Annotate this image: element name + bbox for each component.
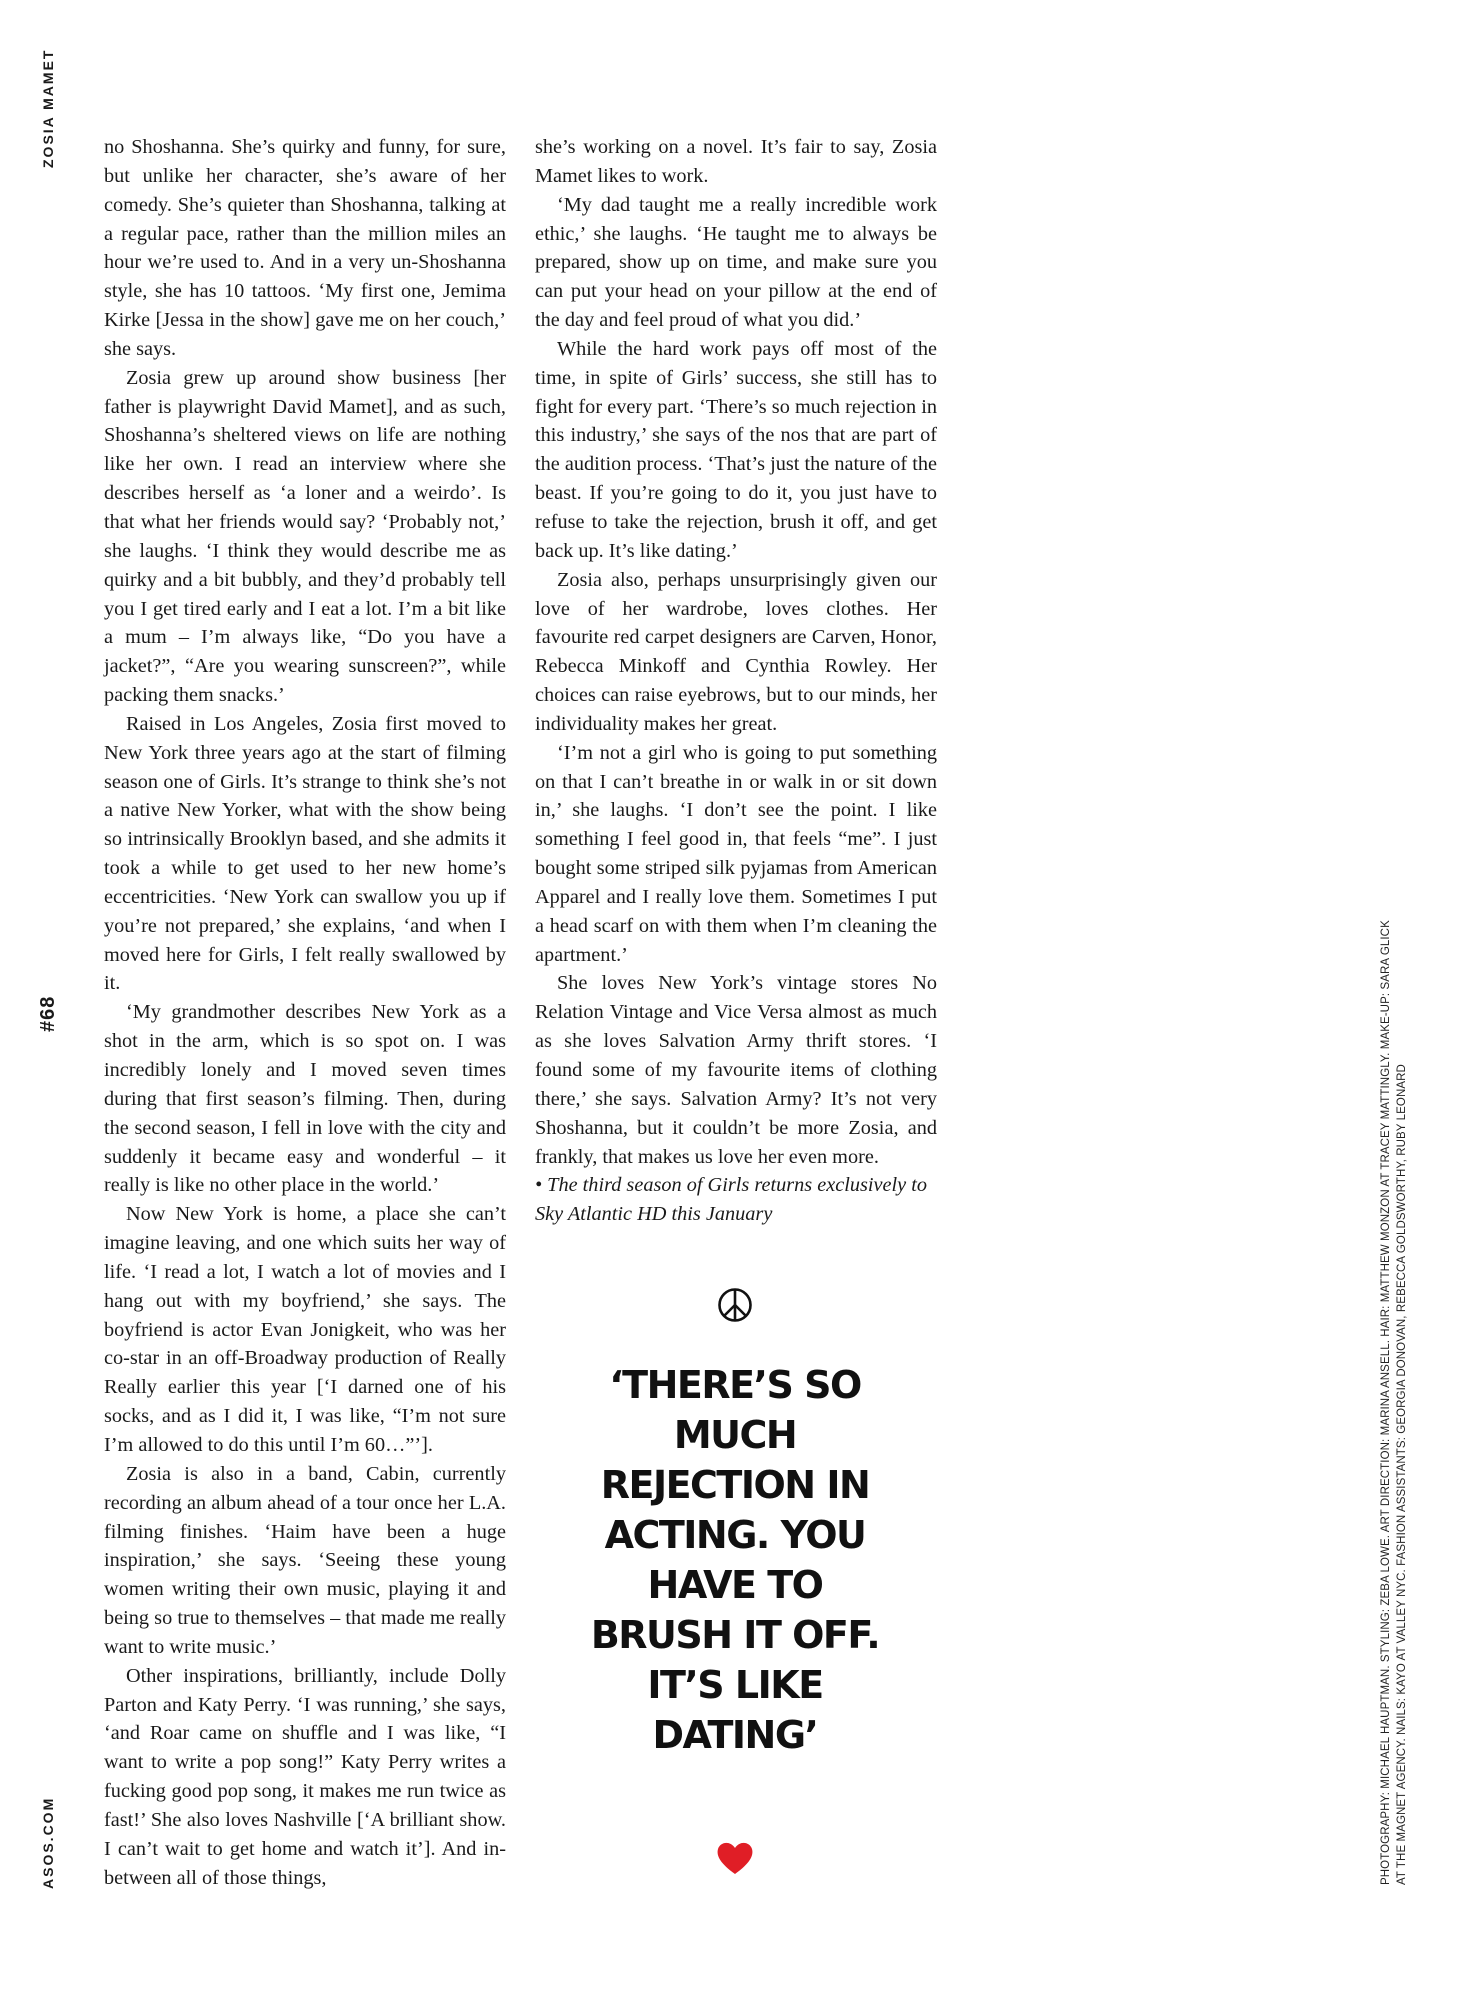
paragraph: Now New York is home, a place she can’t imagine leaving, and one which suits her way of life. ‘I read a lot, I watch a lot of movies and I hang out with my boyfriend,’ she says. The boyfriend is actor Evan Jonigkeit, who was her co-star in an off-Broadway production of Really Really earlier this year [‘I darned one of his socks, and as I did it, I was like, “I’m not sure I’m allowed to do this until I’m 60…”’]. (104, 1203, 506, 1456)
paragraph: ‘I’m not a girl who is going to put something on that I can’t breathe in or walk in or sit down in,’ she laughs. ‘I don’t see the point. I like something I feel good in, that feels “me”. I just bought some striped silk pyjamas from American Apparel and I really love them. Sometimes I put a head scarf on with them when I’m cleaning the apartment.’ (535, 741, 937, 966)
paragraph: ‘My grandmother describes New York as a shot in the arm, which is so spot on. I was incredibly lonely and I moved seven times during that first season’s filming. Then, during the second season, I fell in love with the city and suddenly it became easy and wonderful – it really is like no other place in the world.’ (104, 1001, 506, 1197)
section-label: ZOSIA MAMET (40, 48, 56, 168)
paragraph: Other inspirations, brilliantly, include Dolly Parton and Katy Perry. ‘I was running,’ she says, ‘and Roar came on shuffle and I was like, “I want to write a pop song!” Katy Perry writes a fucking good pop song, it makes me run twice as fast!’ She also loves Nashville [‘A brilliant show. I can’t wait to get home and watch it’]. And in-between all of those things, (104, 1664, 506, 1889)
paragraph: ‘My dad taught me a really incredible work ethic,’ she laughs. ‘He taught me to always be prepared, show up on time, and make sure you can put your head on your pillow at the end of the day and feel proud of what you did.’ (535, 193, 937, 332)
paragraph: While the hard work pays off most of the time, in spite of Girls’ success, she still has to fight for every part. ‘There’s so much rejection in this industry,’ she says of the nos that are part of the audition process. ‘That’s just the nature of the beast. If you’re going to do it, you just have to refuse to take the rejection, brush it off, and get back up. It’s like dating.’ (535, 337, 937, 562)
heart-icon (715, 1840, 755, 1876)
site-label: ASOS.COM (40, 1796, 56, 1889)
peace-icon (717, 1287, 753, 1323)
paragraph: Raised in Los Angeles, Zosia first moved to New York three years ago at the start of filming season one of Girls. It’s strange to think she’s not a native New Yorker, what with the show being so intrinsically Brooklyn based, and she admits it took a while to get used to her new home’s eccentricities. ‘New York can swallow you up if you’re not prepared,’ she explains, ‘and when I moved here for Girls, I felt really swallowed by it. (104, 712, 506, 995)
paragraph: Zosia also, perhaps unsurprisingly given our love of her wardrobe, loves clothes. Her favourite red carpet designers are Carven, Honor, Rebecca Minkoff and Cynthia Rowley. Her choices can raise eyebrows, but to our minds, her individuality makes her great. (535, 568, 937, 735)
pull-quote: ‘THERE’S SO MUCH REJECTION IN ACTING. YOU HAVE TO BRUSH IT OFF. IT’S LIKE DATING’ (590, 1363, 880, 1757)
footnote: • The third season of Girls returns exclusively to Sky Atlantic HD this January (535, 1174, 928, 1226)
paragraph: no Shoshanna. She’s quirky and funny, for sure, but unlike her character, she’s aware of her comedy. She’s quieter than Shoshanna, talking at a regular pace, rather than the million miles an hour we’re used to. And in a very un-Shoshanna style, she has 10 tattoos. ‘My first one, Jemima Kirke [Jessa in the show] gave me on her couch,’ she says. (104, 136, 506, 360)
paragraph: she’s working on a novel. It’s fair to say, Zosia Mamet likes to work. (535, 136, 937, 187)
photo-credits: PHOTOGRAPHY: MICHAEL HAUPTMAN. STYLING: ZEBA LOWE. ART DIRECTION: MARINA ANSELL. HAIR: MATTHEW MONZON AT TRACEY MATTINGLY. MAKE-UP: SARA GLICK (1380, 920, 1392, 1885)
photo-credits-continued: AT THE MAGNET AGENCY. NAILS: KAYO AT VALLEY NYC. FASHION ASSISTANTS: GEORGIA DONOVAN, REBECCA GOLDSWORTHY, RUBY LEONARD (1396, 1064, 1408, 1885)
page-number: #68 (37, 995, 59, 1032)
article-column-right (535, 133, 937, 1229)
paragraph: She loves New York’s vintage stores No Relation Vintage and Vice Versa almost as much as she loves Salvation Army thrift stores. ‘I found some of my favourite items of clothing there,’ she says. Salvation Army? It’s not very Shoshanna, but it couldn’t be more Zosia, and frankly, that makes us love her even more. (535, 972, 937, 1168)
paragraph: Zosia grew up around show business [her father is playwright David Mamet], and as such, Shoshanna’s sheltered views on life are nothing like her own. I read an interview where she describes herself as ‘a loner and a weirdo’. Is that what her friends would say? ‘Probably not,’ she laughs. ‘I think they would describe me as quirky and a bit bubbly, and they’d probably tell you I get tired early and I eat a lot. I’m a bit like a mum – I’m always like, “Do you have a jacket?”, “Are you wearing sunscreen?”, while packing them snacks.’ (104, 366, 506, 707)
paragraph: Zosia is also in a band, Cabin, currently recording an album ahead of a tour once her L.A. filming finishes. ‘Haim have been a huge inspiration,’ she says. ‘Seeing these young women writing their own music, playing it and being so true to themselves – that made me really want to write music.’ (104, 1462, 506, 1658)
article-column-left (104, 133, 506, 1892)
